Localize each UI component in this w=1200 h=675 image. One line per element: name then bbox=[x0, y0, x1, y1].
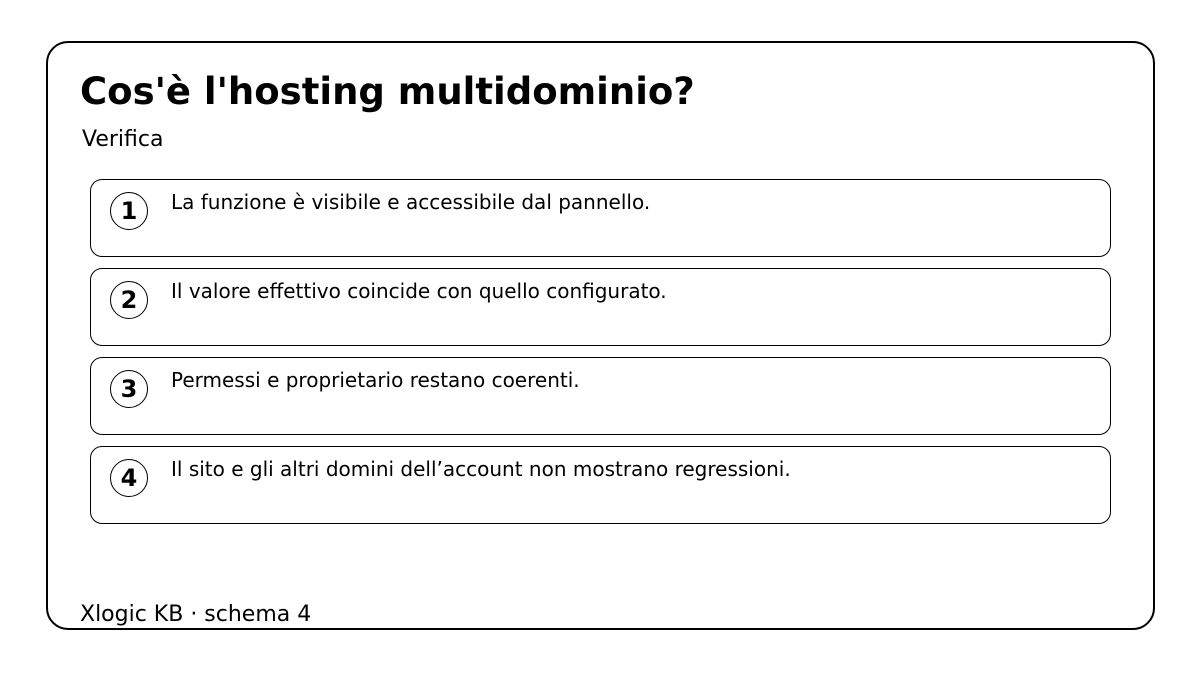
footer-caption: Xlogic KB · schema 4 bbox=[80, 602, 312, 627]
section-subtitle: Verifica bbox=[82, 127, 164, 152]
step-text: Il valore effettivo coincide con quello configurato. bbox=[171, 279, 667, 303]
step-box-1 bbox=[90, 179, 1111, 257]
step-text: Permessi e proprietario restano coerenti. bbox=[171, 368, 580, 392]
step-number-badge: 2 bbox=[110, 281, 148, 319]
steps-list bbox=[90, 179, 1111, 535]
step-box-3 bbox=[90, 357, 1111, 435]
step-text: La funzione è visibile e accessibile dal pannello. bbox=[171, 190, 651, 214]
step-number-badge: 4 bbox=[110, 459, 148, 497]
step-number-badge: 1 bbox=[110, 192, 148, 230]
step-text: Il sito e gli altri domini dell’account non mostrano regressioni. bbox=[171, 457, 791, 481]
page-title: Cos'è l'hosting multidominio? bbox=[80, 70, 695, 113]
step-box-4 bbox=[90, 446, 1111, 524]
step-number-badge: 3 bbox=[110, 370, 148, 408]
step-box-2 bbox=[90, 268, 1111, 346]
